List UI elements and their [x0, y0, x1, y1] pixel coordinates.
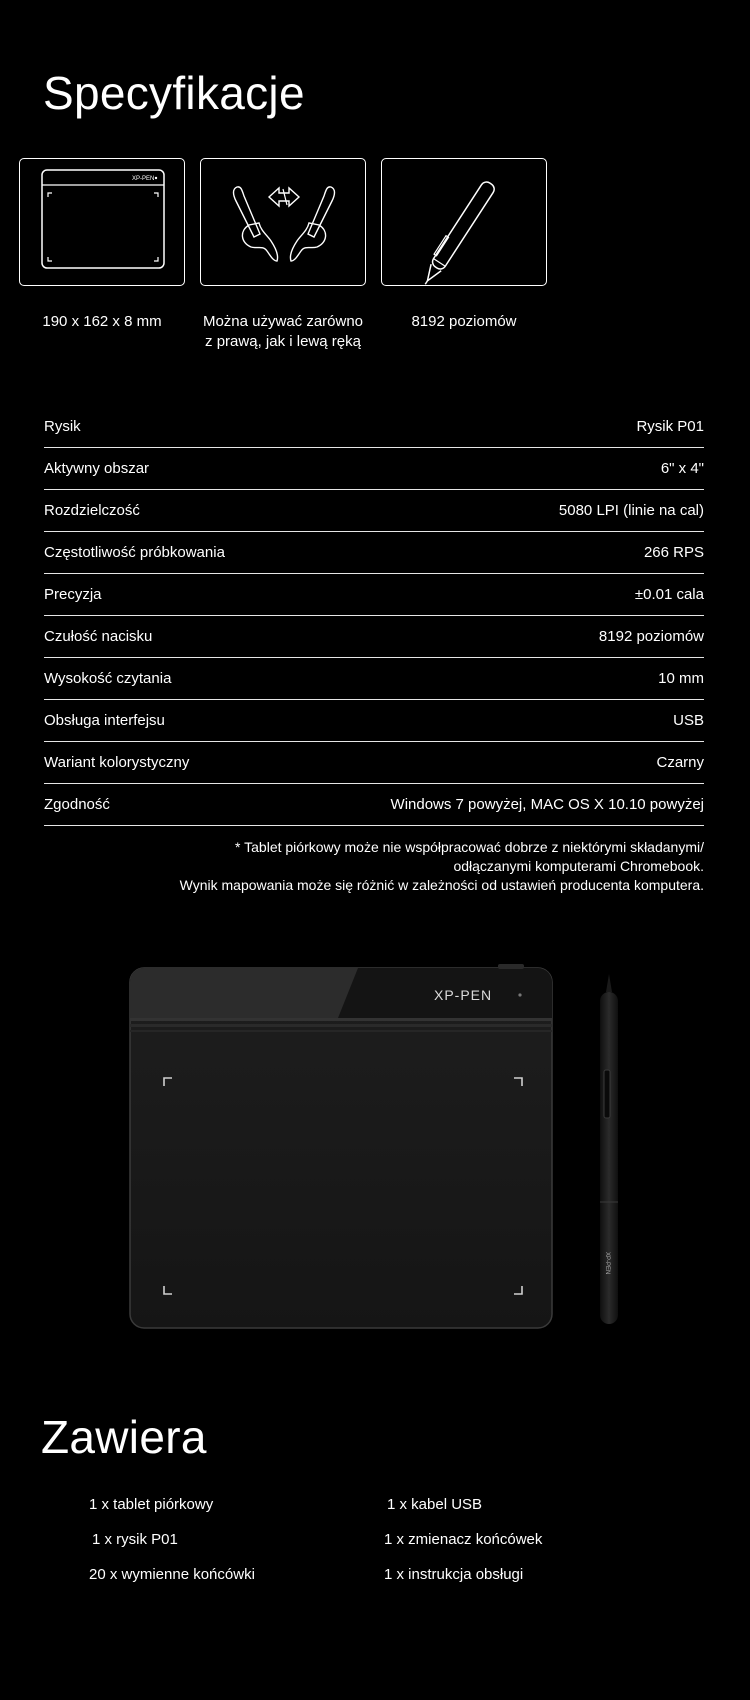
spec-row: [44, 700, 704, 742]
spec-key: Wysokość czytania: [44, 670, 172, 687]
list-item: 1 x zmienacz końcówek: [384, 1531, 543, 1548]
spec-row: [44, 490, 704, 532]
spec-key: Rysik: [44, 418, 81, 435]
list-item: 1 x instrukcja obsługi: [384, 1566, 524, 1583]
mini-logo: XP-PEN: [132, 176, 155, 182]
spec-value: 5080 LPI (linie na cal): [558, 502, 704, 519]
spec-key: Precyzja: [44, 586, 102, 603]
list-item: 1 x kabel USB: [387, 1496, 483, 1513]
contents-title: Zawiera: [41, 1411, 207, 1463]
spec-row: [44, 742, 704, 784]
spec-value: USB: [673, 712, 704, 729]
spec-value: Czarny: [656, 754, 704, 771]
spec-value: Rysik P01: [636, 418, 704, 435]
feature-caption-pressure: 8192 poziomów: [411, 313, 517, 330]
feature-card-pressure: [381, 158, 547, 286]
list-item: 20 x wymienne końcówki: [89, 1566, 255, 1583]
compatibility-note: * Tablet piórkowy może nie współpracować dobrze z niektórymi składanymi/ odłączanymi komputerami Chromebook. Wynik mapowania może się różnić w zależności od ustawień producenta komputera.: [179, 839, 704, 893]
spec-key: Wariant kolorystyczny: [44, 754, 190, 771]
spec-key: Zgodność: [44, 796, 110, 813]
feature-caption-hands: Można używać zarówno z prawą, jak i lewą ręką: [202, 313, 364, 350]
spec-value: 8192 poziomów: [598, 628, 704, 645]
spec-row: [44, 406, 704, 448]
spec-row: [44, 574, 704, 616]
spec-key: Obsługa interfejsu: [44, 712, 165, 729]
list-item: 1 x tablet piórkowy: [89, 1496, 214, 1513]
product-image: [128, 962, 628, 1332]
stylus-illustration: [600, 974, 618, 1324]
spec-row: [44, 658, 704, 700]
spec-value: ±0.01 cala: [634, 586, 704, 603]
spec-key: Aktywny obszar: [44, 460, 150, 477]
feature-caption-size: 190 x 162 x 8 mm: [42, 313, 162, 330]
feature-card-hands: [200, 158, 366, 286]
spec-row: [44, 616, 704, 658]
stylus-logo: XP-PEN: [604, 1252, 610, 1275]
spec-value: 266 RPS: [643, 544, 704, 561]
spec-row: [44, 448, 704, 490]
spec-row: [44, 784, 704, 826]
spec-key: Rozdzielczość: [44, 502, 140, 519]
left-right-hand-icon: [201, 159, 367, 287]
tablet-outline-icon: [20, 159, 186, 287]
feature-card-size: [19, 158, 185, 286]
spec-key: Czułość nacisku: [44, 628, 153, 645]
stylus-outline-icon: [382, 159, 548, 287]
spec-value: Windows 7 powyżej, MAC OS X 10.10 powyżej: [390, 796, 704, 813]
spec-key: Częstotliwość próbkowania: [44, 544, 225, 561]
spec-value: 10 mm: [658, 670, 704, 687]
tablet-logo: XP-PEN: [434, 987, 493, 1003]
spec-value: 6" x 4": [660, 460, 704, 477]
specs-title: Specyfikacje: [43, 67, 305, 119]
spec-row: [44, 532, 704, 574]
list-item: 1 x rysik P01: [92, 1531, 178, 1548]
tablet-illustration: [130, 964, 552, 1328]
